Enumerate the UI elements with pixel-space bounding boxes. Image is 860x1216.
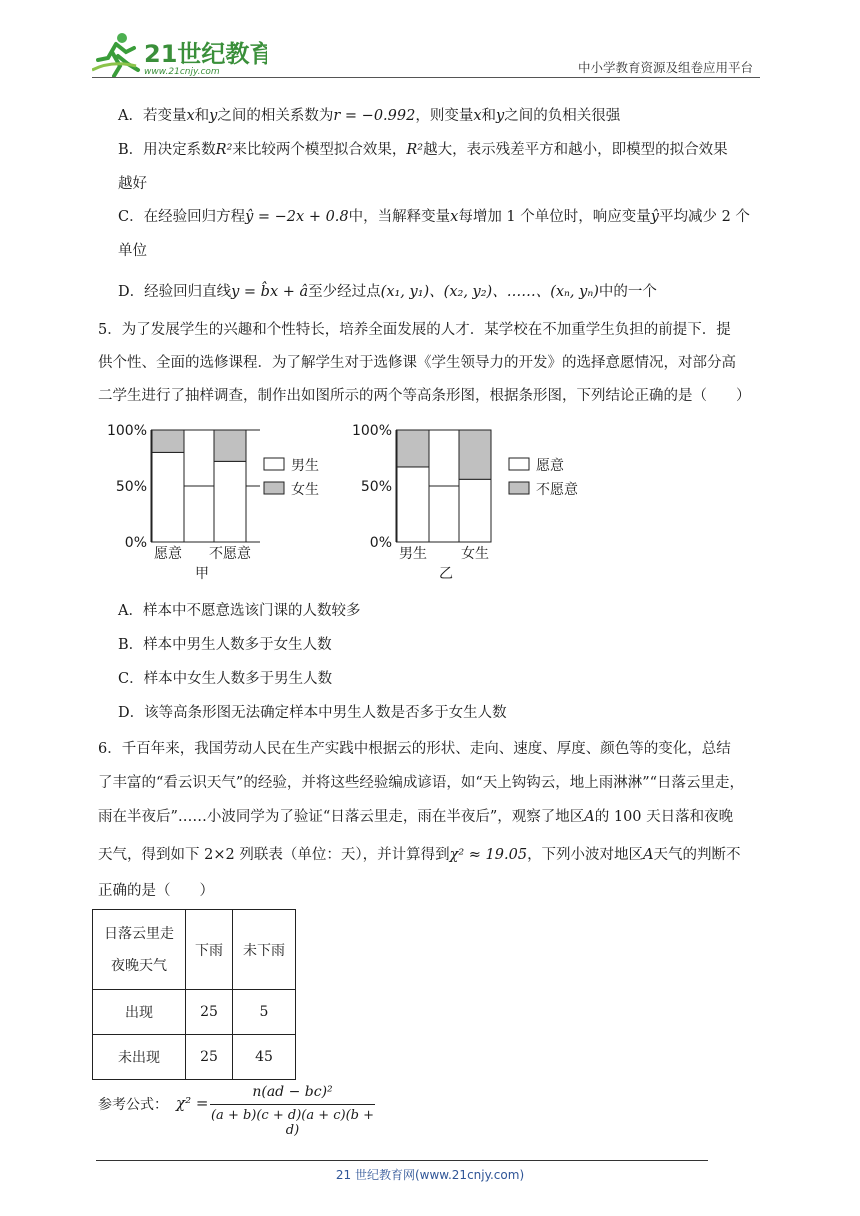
header-divider [92, 77, 760, 78]
q5-stem-line1: 5．为了发展学生的兴趣和个性特长，培养全面发展的人才．某学校在不加重学生负担的前提下．提 [98, 322, 731, 338]
site-logo [92, 30, 267, 80]
formula-numerator: n(ad − bc)² [252, 1084, 333, 1100]
q6-stem-line3: 雨在半夜后”……小波同学为了验证“日落云里走，雨在半夜后”，观察了地区A的 100 天日落和夜晚 [98, 809, 734, 825]
bar-愿意 [459, 479, 491, 542]
table-col-rain: 下雨 [186, 910, 233, 990]
equal-height-bar-charts [92, 418, 612, 590]
y-tick-label: 50% [360, 479, 392, 495]
footer-divider [96, 1160, 708, 1161]
bar-女生 [152, 430, 184, 452]
legend-swatch [509, 482, 529, 494]
runner-icon [92, 33, 138, 76]
legend-swatch [264, 482, 284, 494]
bar-愿意 [397, 467, 429, 542]
formula-fraction-bar [210, 1104, 375, 1105]
logo-url: www.21cnjy.com [144, 67, 220, 77]
legend-label: 愿意 [536, 458, 564, 474]
x-tick-label: 男生 [399, 546, 427, 562]
header-platform-label: 中小学教育资源及组卷应用平台 [577, 60, 753, 75]
footer-text: 21 世纪教育网(www.21cnjy.com) [335, 1168, 525, 1182]
q5-stem-line2: 供个性、全面的选修课程．为了解学生对于选修课《学生领导力的开发》的选择意愿情况，对部分高 [98, 355, 736, 371]
q5-option-d: D．该等高条形图无法确定样本中男生人数是否多于女生人数 [118, 705, 507, 721]
q6-stem-line1: 6．千百年来，我国劳动人民在生产实践中根据云的形状、走向、速度、厚度、颜色等的变化，总结 [98, 741, 731, 757]
q5-option-a: A．样本中不愿意选该门课的人数较多 [118, 603, 361, 619]
chart-caption: 甲 [195, 566, 209, 582]
q4-option-c-line1: C．在经验回归方程ŷ = −2x + 0.8中，当解释变量x每增加 1 个单位时，响应变量ŷ平均减少 2 个 [118, 209, 750, 225]
q5-option-b: B．样本中男生人数多于女生人数 [118, 637, 332, 653]
y-tick-label: 0% [124, 535, 147, 551]
y-tick-label: 50% [115, 479, 147, 495]
q6-stem-line5: 正确的是（ ） [98, 883, 214, 899]
q6-stem-line4: 天气，得到如下 2×2 列联表（单位：天），并计算得到χ² ≈ 19.05，下列小波对地区A天气的判断不 [98, 847, 741, 863]
formula-lhs: χ² = [176, 1094, 209, 1112]
bar-男生 [214, 461, 246, 542]
x-tick-label: 不愿意 [209, 546, 251, 562]
legend-label: 不愿意 [536, 482, 578, 498]
bar-不愿意 [397, 430, 429, 467]
contingency-table [92, 909, 296, 1080]
y-tick-label: 100% [351, 423, 392, 439]
q4-option-b-line2: 越好 [118, 176, 147, 192]
x-tick-label: 女生 [461, 546, 489, 562]
q4-option-c-line2: 单位 [118, 243, 147, 259]
legend-label: 男生 [291, 458, 319, 474]
bar-不愿意 [459, 430, 491, 479]
table-header-corner: 日落云里走 夜晚天气 [93, 910, 186, 990]
q5-option-c: C．样本中女生人数多于男生人数 [118, 671, 333, 687]
y-tick-label: 100% [106, 423, 147, 439]
q4-option-b-line1: B．用决定系数R²来比较两个模型拟合效果，R²越大，表示残差平方和越小，即模型的拟合效果 [118, 142, 728, 158]
legend-swatch [509, 458, 529, 470]
formula-label: 参考公式： [98, 1097, 168, 1113]
table-row: 未出现 25 45 [93, 1035, 296, 1080]
formula-denominator: (a + b)(c + d)(a + c)(b + d) [210, 1108, 375, 1138]
legend-swatch [264, 458, 284, 470]
logo-text: 21世纪教育 [144, 40, 267, 68]
table-col-no-rain: 未下雨 [233, 910, 296, 990]
q5-stem-line3: 二学生进行了抽样调查，制作出如图所示的两个等高条形图，根据条形图，下列结论正确的是（ ） [98, 388, 751, 404]
table-row: 出现 25 5 [93, 990, 296, 1035]
x-tick-label: 愿意 [154, 546, 182, 562]
y-tick-label: 0% [369, 535, 392, 551]
bar-女生 [214, 430, 246, 461]
legend-label: 女生 [291, 482, 319, 498]
bar-男生 [152, 452, 184, 542]
q4-option-d: D．经验回归直线y = b̂x + â至少经过点(x₁, y₁)、(x₂, y₂)、……、(xₙ, yₙ)中的一个 [118, 284, 657, 300]
q6-stem-line2: 了丰富的“看云识天气”的经验，并将这些经验编成谚语，如“天上钩钩云，地上雨淋淋”“日落云里走， [98, 775, 745, 791]
q4-option-a: A．若变量x和y之间的相关系数为r = −0.992，则变量x和y之间的负相关很强 [118, 108, 621, 124]
chart-caption: 乙 [439, 566, 453, 582]
